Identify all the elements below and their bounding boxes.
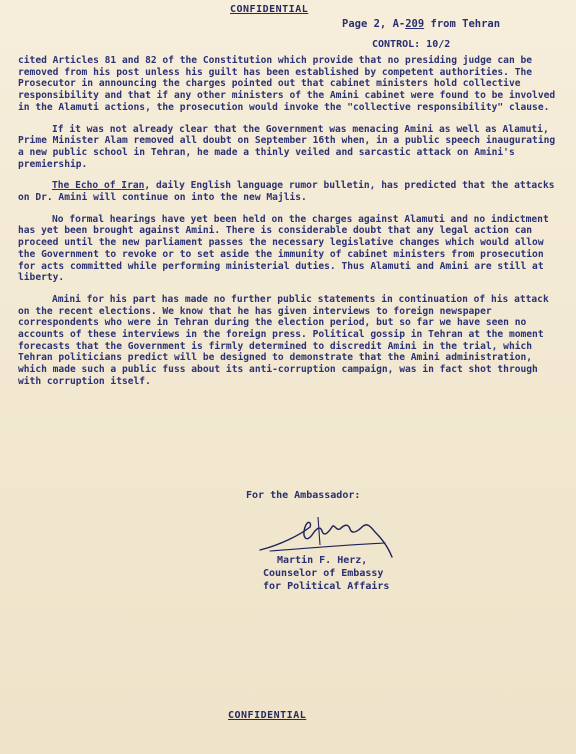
page-ref-prefix: Page 2, A- [342, 18, 406, 30]
closing-line: For the Ambassador: [246, 490, 361, 501]
signer-name: Martin F. Herz, [277, 555, 368, 566]
document-body [18, 55, 563, 398]
signer-department: for Political Affairs [263, 581, 390, 592]
classification-footer: CONFIDENTIAL [228, 710, 307, 721]
paragraph-3-rest: , daily English language rumor bulletin, has predicted that the attacks on Dr. Amini will continue on into the new Majlis. [18, 180, 555, 204]
classification-header: CONFIDENTIAL [230, 4, 309, 15]
paragraph-2: If it was not already clear that the Government was menacing Amini as well as Alamuti, Prime Minister Alam removed all doubt on September 16th when, in a public speech inaugurating a new public school in Tehran, he made a thinly veiled and sarcastic attack on Amini's premiership. [18, 123, 556, 170]
paragraph-1: cited Articles 81 and 82 of the Constitution which provide that no presiding judge can be removed from his post unless his guilt has been established by competent authorities. The Prosecutor in announcing the charges pointed out that cabinet ministers hold collective responsibility and that if any other ministers of the Amini cabinet were found to be involved in the Alamuti actions, the prosecution would invoke the "collective responsibility" clause. [18, 55, 556, 113]
paragraph-5: Amini for his part has made no further public statements in continuation of his attack on the recent elections. We know that he has given interviews to foreign newspaper correspondents who were in Tehran during the election period, but so far we have seen no accounts of these interviews in the foreign press. Political gossip in Tehran at the moment forecasts that the Government is firmly determined to discredit Amini in the trial, which Tehran politicians predict will be designed to demonstrate that the Amini administration, which made such a public fuss about its anti-corruption campaign, was in fact shot through with corruption itself. [18, 293, 549, 387]
paragraph-3 [18, 180, 563, 203]
signature-block [263, 554, 389, 593]
page-ref-suffix: from Tehran [424, 18, 501, 30]
signer-title: Counselor of Embassy [263, 568, 384, 579]
echo-of-iran-title: The Echo of Iran [52, 180, 145, 192]
page-reference [342, 18, 500, 30]
control-number: CONTROL: 10/2 [372, 39, 451, 50]
airgram-number: 209 [405, 18, 425, 30]
paragraph-4: No formal hearings have yet been held on the charges against Alamuti and no indictment has yet been brought against Amini. There is considerable doubt that any legal action can proceed until the new parliament passes the necessary legislative changes which would allow the Government to revoke or to set aside the immunity of cabinet ministers from prosecution for acts committed while performing ministerial duties. Thus Alamuti and Amini are still at liberty. [18, 213, 549, 284]
